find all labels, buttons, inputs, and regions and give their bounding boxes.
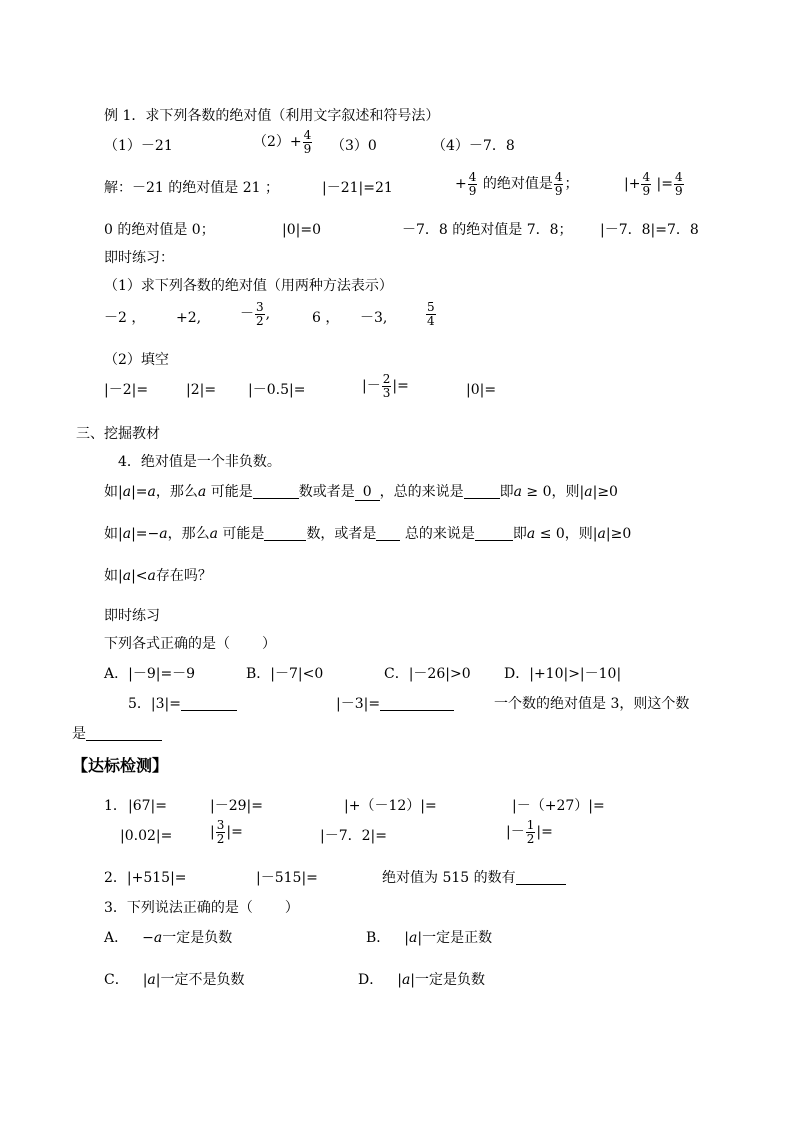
frac-den: 9 xyxy=(554,183,563,198)
t: 总的来说是 xyxy=(400,526,475,542)
blank-line[interactable] xyxy=(380,695,454,711)
section3-line1 xyxy=(104,482,618,502)
frac-num: 4 xyxy=(675,169,683,184)
var-a: a xyxy=(147,568,156,584)
t: ，那么 xyxy=(167,526,210,542)
solution-1d-open: |+ xyxy=(624,176,641,192)
t: 数或者是 xyxy=(298,484,355,500)
t: 即 xyxy=(512,526,527,542)
q5d xyxy=(72,724,162,744)
t: |≥0 xyxy=(592,484,618,500)
example-item-3: （3）0 xyxy=(331,138,377,154)
t: 存在吗？ xyxy=(155,568,212,584)
t: ，总的来说是 xyxy=(379,484,464,500)
opt-text: 一定是负数 xyxy=(162,930,233,946)
abs-a: |a| xyxy=(404,930,423,946)
q1-item-8-open: |－ xyxy=(506,824,525,840)
q3-option-a[interactable] xyxy=(104,928,232,948)
mc-option-c[interactable]: C．|－26|>0 xyxy=(384,666,471,682)
q3-stem xyxy=(104,898,299,918)
var-a: a xyxy=(513,484,522,500)
practice-num-5: －3, xyxy=(360,310,388,326)
example-item-4: （4）－7．8 xyxy=(432,138,515,154)
q2-item-3-text: 绝对值为 515 的数有 xyxy=(382,870,516,886)
fraction-1-2 xyxy=(526,819,536,846)
t: |=− xyxy=(131,526,160,542)
q3-option-b[interactable] xyxy=(366,928,492,948)
q1-item-1: |67|= xyxy=(128,798,167,814)
opt-label: D． xyxy=(358,972,384,988)
frac-num: 2 xyxy=(382,371,391,386)
example-items xyxy=(104,136,173,156)
solution-1c-end: ； xyxy=(564,176,579,192)
var-a: a xyxy=(597,526,606,542)
comma: , xyxy=(265,306,271,322)
example-title: 例 1．求下列各数的绝对值（利用文字叙述和符号法） xyxy=(104,108,440,124)
frac-den: 2 xyxy=(256,313,264,328)
practice-num-6 xyxy=(425,300,437,328)
t: ≤ 0，则| xyxy=(535,526,598,542)
solution-1a: 解：－21 的绝对值是 21 ； xyxy=(104,180,279,196)
t: 可能是 xyxy=(217,526,265,542)
q5b xyxy=(336,694,454,714)
opt-text: 一定是负数 xyxy=(415,972,486,988)
blank-line[interactable] xyxy=(376,525,400,541)
t: |< xyxy=(131,568,148,584)
blank-4-close: |= xyxy=(392,378,409,394)
t: 如| xyxy=(104,526,123,542)
minus-sign: － xyxy=(240,306,254,322)
t: 数，或者是 xyxy=(306,526,377,542)
mc-option-d[interactable]: D．|+10|>|－10| xyxy=(504,666,622,682)
abs-a: |a| xyxy=(142,972,161,988)
section3-title: 三、挖掘教材 xyxy=(76,426,160,442)
frac-den: 3 xyxy=(382,385,391,400)
var-a: a xyxy=(209,526,218,542)
q1-item-4: |－（+27）|= xyxy=(512,798,605,814)
q1-item-8-close: |= xyxy=(536,824,553,840)
opt-label: C． xyxy=(104,972,129,988)
blank-2: |2|= xyxy=(186,382,217,398)
var-a: a xyxy=(584,484,593,500)
blank-1: |－2|= xyxy=(104,382,149,398)
filled-blank[interactable]: 0 xyxy=(355,484,380,501)
blank-line[interactable] xyxy=(264,525,306,541)
t: 即 xyxy=(499,484,514,500)
practice-num-4: 6 ， xyxy=(312,310,340,326)
q1-label: 1． xyxy=(104,798,127,814)
frac-den: 9 xyxy=(468,183,477,198)
t: |= xyxy=(131,484,148,500)
fraction-4-9 xyxy=(641,171,651,198)
opt-label: A． xyxy=(104,930,129,946)
frac-num: 3 xyxy=(216,817,225,832)
var-a: a xyxy=(197,484,207,500)
blank-line[interactable] xyxy=(86,725,162,741)
q5a xyxy=(128,694,237,714)
t: ，那么 xyxy=(155,484,198,500)
q3-option-c[interactable] xyxy=(104,970,245,990)
practice-num-3 xyxy=(240,300,270,328)
var-a: a xyxy=(526,526,536,542)
t: 可能是 xyxy=(206,484,253,500)
q5c: 一个数的绝对值是 3，则这个数 xyxy=(494,696,690,712)
frac-den: 9 xyxy=(303,141,312,156)
solution-1d xyxy=(624,170,685,198)
section3-line3 xyxy=(104,566,212,586)
blank-3: |－0.5|= xyxy=(248,382,306,398)
example-item-2-label: （2）+ xyxy=(253,134,302,150)
q2-item-3 xyxy=(382,868,566,888)
frac-num: 4 xyxy=(554,169,563,184)
solution-1c-text: 的绝对值是 xyxy=(478,176,553,192)
t: ≥ 0，则| xyxy=(521,484,585,500)
solution-1c xyxy=(455,170,578,198)
opt-text: 一定是正数 xyxy=(422,930,493,946)
section3-item4: 4．绝对值是一个非负数。 xyxy=(118,454,281,470)
frac-num: 4 xyxy=(642,169,651,184)
practice-q2: （2）填空 xyxy=(104,352,169,368)
fraction-4-9 xyxy=(303,129,313,156)
q2-item-1: 2．|+515|= xyxy=(104,870,187,886)
opt-label: B． xyxy=(366,930,391,946)
mc-stem xyxy=(104,634,276,654)
assessment-title: 【达标检测】 xyxy=(72,756,169,775)
q5a-text: 5．|3|= xyxy=(128,696,181,712)
neg-a: −a xyxy=(142,930,163,946)
blank-line[interactable] xyxy=(464,483,500,499)
fraction-3-2 xyxy=(255,301,265,328)
frac-num: 5 xyxy=(427,299,435,314)
solution-1b: |－21|=21 xyxy=(322,180,393,196)
blank-line[interactable] xyxy=(181,695,237,711)
frac-num: 1 xyxy=(526,817,535,832)
q1-item-8 xyxy=(506,818,553,846)
opt-text: 一定不是负数 xyxy=(160,972,245,988)
var-a: a xyxy=(159,526,168,542)
q1-item-2: |－29|= xyxy=(210,798,263,814)
example-item-2 xyxy=(253,128,313,156)
practice-heading: 即时练习： xyxy=(104,250,174,266)
frac-den: 4 xyxy=(427,313,435,328)
fraction-4-9 xyxy=(468,171,478,198)
q5b-text: |－3|= xyxy=(336,696,381,712)
solution-1d-close: |= xyxy=(652,176,673,192)
mc-stem-text: 下列各式正确的是（ xyxy=(104,636,230,652)
frac-num: 4 xyxy=(468,169,477,184)
q1-item-6 xyxy=(210,818,243,846)
example-item-1: （1）－21 xyxy=(104,138,173,154)
blank-4 xyxy=(362,372,409,400)
practice-num-2: +2, xyxy=(176,310,202,326)
mc-option-b[interactable]: B．|－7|<0 xyxy=(246,666,324,682)
blank-4-open: |－ xyxy=(362,378,381,394)
q5d-text: 是 xyxy=(72,726,86,742)
frac-den: 2 xyxy=(526,831,535,846)
var-a: a xyxy=(147,484,156,500)
fraction-2-3 xyxy=(382,373,392,400)
abs-a: |a| xyxy=(397,972,416,988)
var-a: a xyxy=(122,526,132,542)
t: |≥0 xyxy=(605,526,632,542)
t: 如| xyxy=(104,484,123,500)
frac-num: 4 xyxy=(303,127,312,142)
frac-num: 3 xyxy=(256,299,264,314)
var-a: a xyxy=(122,484,132,500)
solution-2a: 0 的绝对值是 0； xyxy=(104,222,215,238)
practice-num-1: －2 ， xyxy=(104,310,146,326)
t: 如| xyxy=(104,568,123,584)
frac-den: 9 xyxy=(642,183,651,198)
q1-item-6-open: | xyxy=(210,824,215,840)
blank-line[interactable] xyxy=(516,869,566,885)
frac-den: 2 xyxy=(216,831,225,846)
plus-sign: + xyxy=(455,176,467,192)
solution-2d: |－7．8|=7．8 xyxy=(600,222,699,238)
q1-item-6-close: |= xyxy=(226,824,243,840)
blank-line[interactable] xyxy=(475,525,513,541)
q3-close: ） xyxy=(284,900,299,916)
var-a: a xyxy=(122,568,132,584)
blank-line[interactable] xyxy=(253,483,299,499)
mc-option-a[interactable]: A．|－9|=－9 xyxy=(104,666,196,682)
q3-stem-text: 3．下列说法正确的是（ xyxy=(104,900,253,916)
q3-option-d[interactable] xyxy=(358,970,485,990)
frac-den: 9 xyxy=(675,183,683,198)
section3-line2 xyxy=(104,524,631,544)
q2-item-2: |－515|= xyxy=(256,870,318,886)
solution-2b: |0|=0 xyxy=(282,222,321,238)
q1-item-5: |0.02|= xyxy=(120,828,173,844)
blank-5: |0|= xyxy=(466,382,497,398)
solution-2c: －7．8 的绝对值是 7．8； xyxy=(402,222,573,238)
mc-close: ） xyxy=(262,636,276,652)
fraction-4-9 xyxy=(674,171,684,198)
fraction-3-2 xyxy=(216,819,226,846)
q1-item-7: |－7．2|= xyxy=(320,828,387,844)
q1-item-3: |+（－12）|= xyxy=(344,798,437,814)
fraction-4-9 xyxy=(554,171,564,198)
fraction-5-4 xyxy=(426,301,436,328)
practice-q1: （1）求下列各数的绝对值（用两种方法表示） xyxy=(104,278,393,294)
practice2-heading: 即时练习 xyxy=(104,608,160,624)
